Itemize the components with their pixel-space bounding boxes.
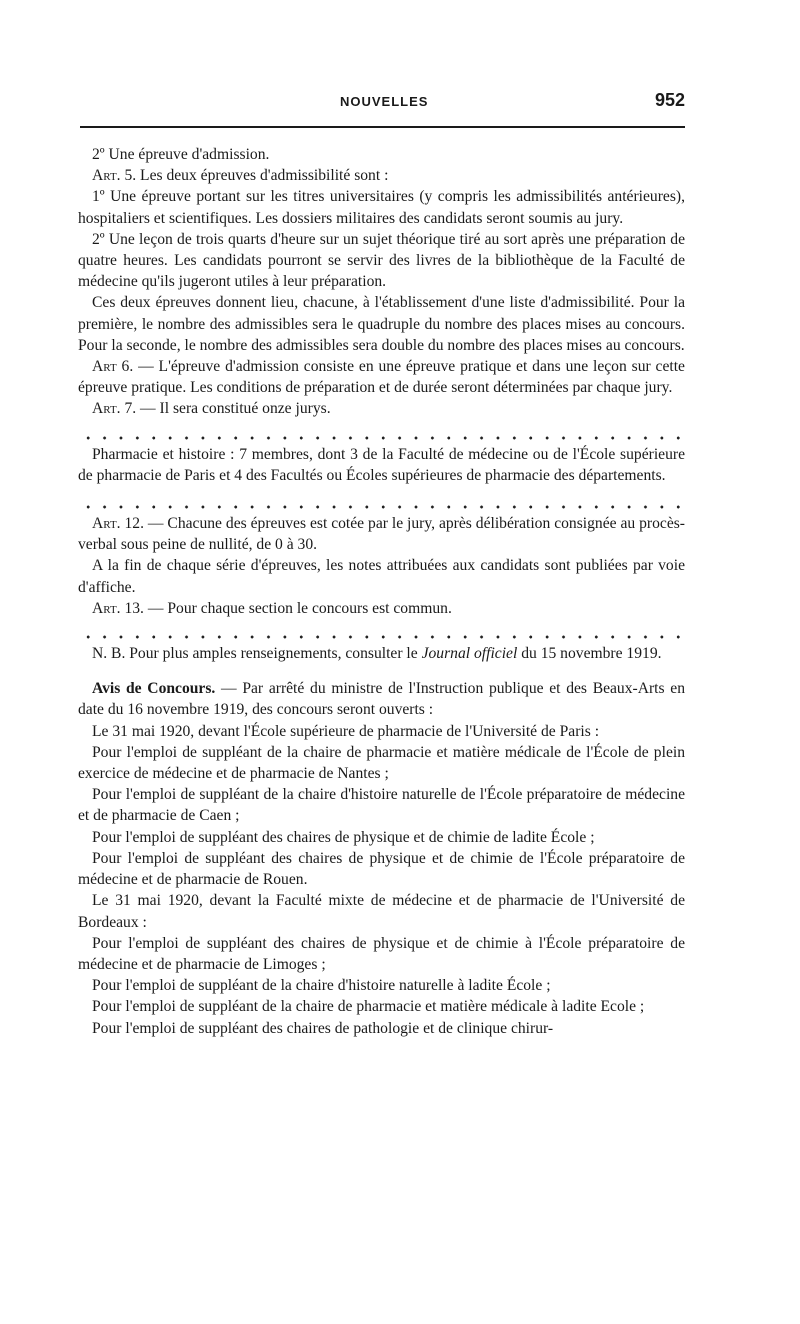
paragraph-avis-concours <box>78 678 685 720</box>
page-number: 952 <box>654 90 685 110</box>
paragraph-epreuve-admission: 2º Une épreuve d'admission. <box>92 146 270 163</box>
article-text: Les deux épreuves d'admissibilité sont : <box>136 167 389 185</box>
article-label: Art 6. <box>92 358 134 376</box>
paragraph-limoges: Pour l'emploi de suppléant des chaires de physique et de chimie à l'École préparatoire de médecine et de pharmacie de Limoges ; <box>78 934 685 973</box>
nb-text: N. B. Pour plus amples renseignements, consulter le <box>92 645 422 663</box>
section-intro: — Par arrêté du ministre de l'Instruction publique et des Beaux-Arts en date du 16 novembre 1919, des concours seront ouverts : <box>78 680 686 719</box>
article-text: — Il sera constitué onze jurys. <box>136 400 331 418</box>
paragraph-rouen: Pour l'emploi de suppléant des chaires de physique et de chimie de l'École préparatoire de médecine et de pharmacie de Rouen. <box>78 849 685 889</box>
paragraph-matiere-medicale: Pour l'emploi de suppléant de la chaire de pharmacie et matière médicale à ladite Ecole ; <box>92 998 645 1016</box>
page-header <box>80 86 685 124</box>
paragraph-pharmacie-histoire: Pharmacie et histoire : 7 membres, dont 3 de la Faculté de médecine ou de l'École supérieure de pharmacie de Paris et 4 des Facultés ou Écoles supérieures de pharmacie des départements. <box>78 445 685 484</box>
paragraph-bordeaux: Le 31 mai 1920, devant la Faculté mixte de médecine et de pharmacie de l'Université de Bordeaux : <box>78 892 685 931</box>
paragraph-physique-ecole: Pour l'emploi de suppléant des chaires de physique et de chimie de ladite École ; <box>92 828 595 846</box>
paragraph-pathologie: Pour l'emploi de suppléant des chaires de pathologie et de clinique chirur- <box>92 1019 554 1037</box>
paragraph-nota-bene <box>78 643 685 664</box>
paragraph-admissibilite: Ces deux épreuves donnent lieu, chacune, à l'établissement d'une liste d'admissibilité. Pour la première, le nombre des admissibles sera le quadruple du nombre des places mises au concours. Pour la seconde, le nombre des admissibles sera double du nombre des places mises au concours. <box>78 294 685 354</box>
paragraph-lecon: 2º Une leçon de trois quarts d'heure sur un sujet théorique tiré au sort après une préparation de quatre heures. Les candidats pourront se servir des livres de la bibliothèque de la Faculté de médecine qu'ils jugeront utiles à leur préparation. <box>78 230 685 291</box>
article-body <box>78 144 685 1039</box>
dotted-separator <box>78 421 685 443</box>
running-title: NOUVELLES <box>340 94 429 109</box>
article-label: Art. 7. <box>92 400 137 418</box>
paragraph-article-5 <box>78 165 685 186</box>
paragraph-paris: Le 31 mai 1920, devant l'École supérieure de pharmacie de l'Université de Paris : <box>92 722 600 740</box>
dotted-separator <box>78 490 685 512</box>
section-gap <box>78 664 685 678</box>
header-rule <box>80 126 685 128</box>
paragraph-fin-serie: A la fin de chaque série d'épreuves, les notes attribuées aux candidats sont publiées par voie d'affiche. <box>78 557 685 596</box>
dotted-separator <box>78 620 685 642</box>
paragraph-caen: Pour l'emploi de suppléant de la chaire d'histoire naturelle de l'École préparatoire de médecine et de pharmacie de Caen ; <box>78 786 685 825</box>
article-label: Art. 13. <box>92 599 144 617</box>
paragraph-titres: 1º Une épreuve portant sur les titres universitaires (y compris les admissibilités antérieures), hospitaliers et scientifiques. Les dossiers militaires des candidats seront soumis au jury. <box>78 188 685 227</box>
article-text: — L'épreuve d'admission consiste en une épreuve pratique et dans une leçon sur cette épreuve pratique. Les conditions de préparation et de durée seront déterminées par chaque jury. <box>78 358 685 397</box>
paragraph-article-12 <box>78 513 685 555</box>
paragraph-article-13 <box>78 598 685 619</box>
article-label: Art. 12. <box>92 515 144 533</box>
article-label: Art. 5. <box>92 167 137 185</box>
nb-text: du 15 novembre 1919. <box>517 645 662 663</box>
article-text: — Chacune des épreuves est cotée par le jury, après délibération consignée au procès-verbal sous peine de nullité, de 0 à 30. <box>78 515 685 554</box>
paragraph-article-6 <box>78 356 685 398</box>
article-text: — Pour chaque section le concours est commun. <box>143 599 452 617</box>
paragraph-histoire-naturelle: Pour l'emploi de suppléant de la chaire d'histoire naturelle à ladite École ; <box>92 977 551 995</box>
journal-title: Journal officiel <box>421 645 518 663</box>
paragraph-nantes: Pour l'emploi de suppléant de la chaire de pharmacie et matière médicale de l'École de plein exercice de médecine et de pharmacie de Nantes ; <box>78 743 685 783</box>
section-heading: Avis de Concours. <box>92 680 216 698</box>
paragraph-article-7 <box>78 398 685 419</box>
